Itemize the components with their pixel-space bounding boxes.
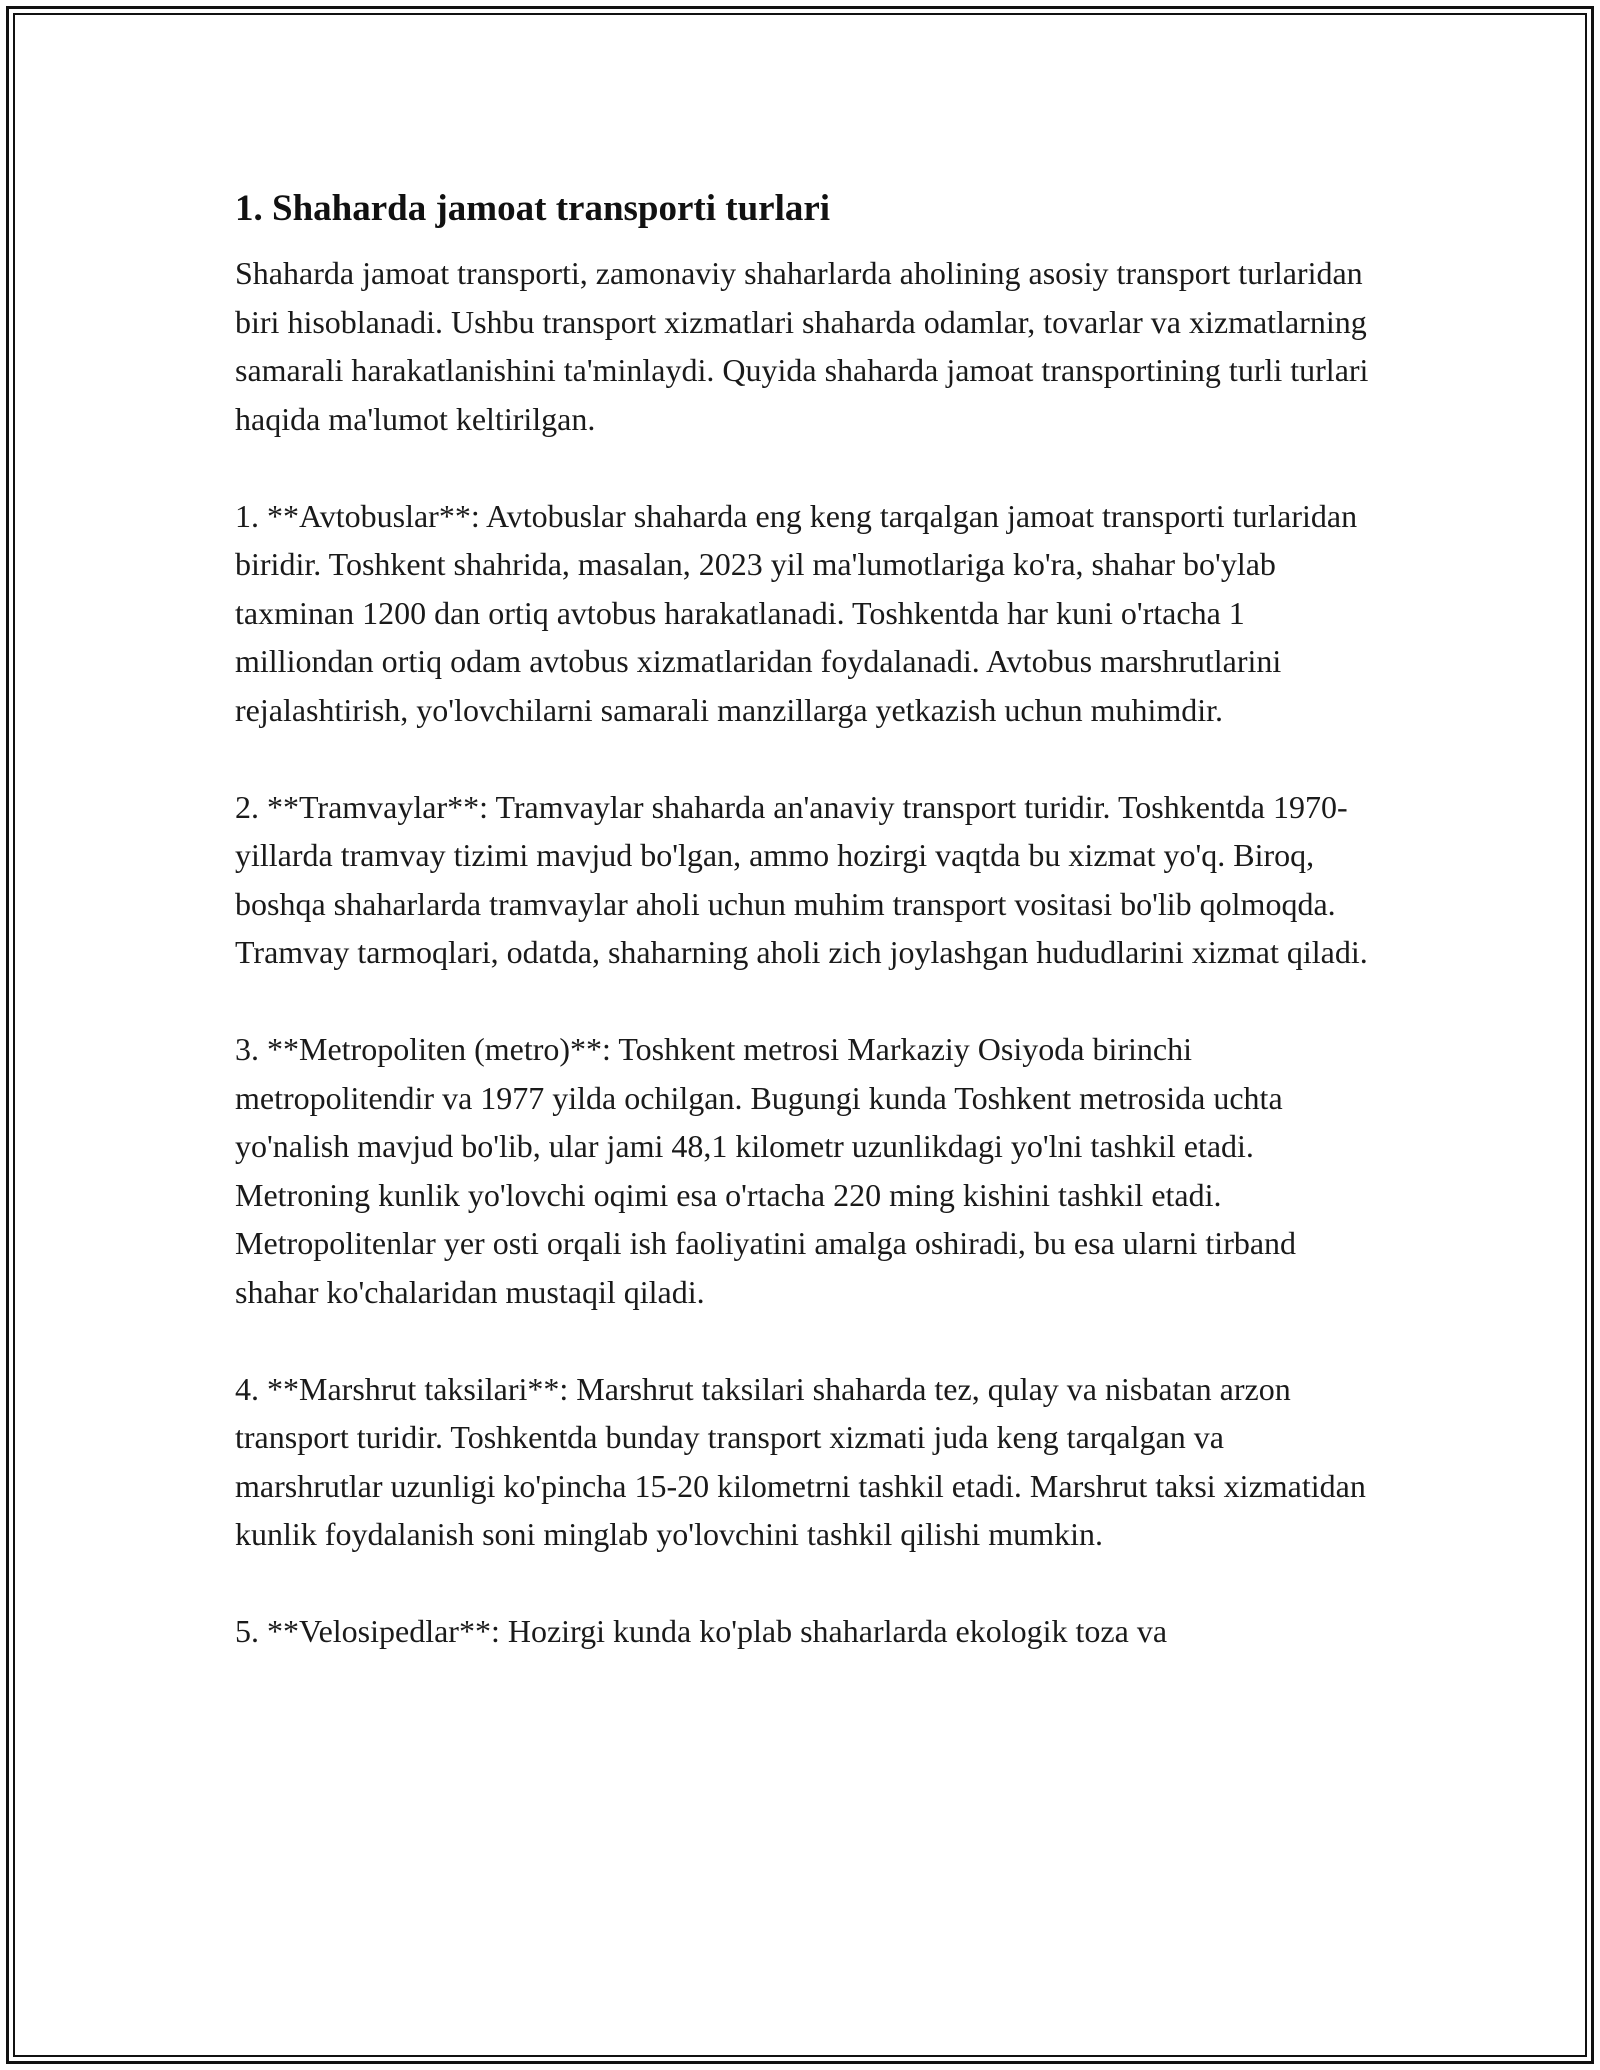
- document-body: [235, 185, 1375, 1656]
- section-heading: 1. Shaharda jamoat transporti turlari: [235, 188, 831, 229]
- list-item-bicycles: 5. **Velosipedlar**: Hozirgi kunda ko'plab shaharlarda ekologik toza va: [235, 1613, 1168, 1649]
- list-item-trams: 2. **Tramvaylar**: Tramvaylar shaharda an'anaviy transport turidir. Toshkentda 1970-yillarda tramvay tizimi mavjud bo'lgan, ammo hozirgi vaqtda bu xizmat yo'q. Biroq, boshqa shaharlarda tramvaylar aholi uchun muhim transport vositasi bo'lib qolmoqda. Tramvay tarmoqlari, odatda, shaharning aholi zich joylashgan hududlarini xizmat qiladi.: [235, 788, 1368, 970]
- list-item-route-taxis: 4. **Marshrut taksilari**: Marshrut taksilari shaharda tez, qulay va nisbatan arzon transport turidir. Toshkentda bunday transport xizmati juda keng tarqalgan va marshrutlar uzunligi ko'pincha 15-20 kilometrni tashkil etadi. Marshrut taksi xizmatidan kunlik foydalanish soni minglab yo'lovchini tashkil qilishi mumkin.: [235, 1370, 1366, 1552]
- list-item-metro: 3. **Metropoliten (metro)**: Toshkent metrosi Markaziy Osiyoda birinchi metropolitendir va 1977 yilda ochilgan. Bugungi kunda Toshkent metrosida uchta yo'nalish mavjud bo'lib, ular jami 48,1 kilometr uzunlikdagi yo'lni tashkil etadi. Metroning kunlik yo'lovchi oqimi esa o'rtacha 220 ming kishini tashkil etadi. Metropolitenlar yer osti orqali ish faoliyatini amalga oshiradi, bu esa ularni tirband shahar ko'chalaridan mustaqil qiladi.: [235, 1031, 1297, 1310]
- intro-paragraph: Shaharda jamoat transporti, zamonaviy shaharlarda aholining asosiy transport turlaridan biri hisoblanadi. Ushbu transport xizmatlari shaharda odamlar, tovarlar va xizmatlarning samarali harakatlanishini ta'minlaydi. Quyida shaharda jamoat transportining turli turlari haqida ma'lumot keltirilgan.: [235, 255, 1369, 437]
- list-item-buses: 1. **Avtobuslar**: Avtobuslar shaharda eng keng tarqalgan jamoat transporti turlaridan biridir. Toshkent shahrida, masalan, 2023 yil ma'lumotlariga ko'ra, shahar bo'ylab taxminan 1200 dan ortiq avtobus harakatlanadi. Toshkentda har kuni o'rtacha 1 milliondan ortiq odam avtobus xizmatlaridan foydalanadi. Avtobus marshrutlarini rejalashtirish, yo'lovchilarni samarali manzillarga yetkazish uchun muhimdir.: [235, 497, 1358, 728]
